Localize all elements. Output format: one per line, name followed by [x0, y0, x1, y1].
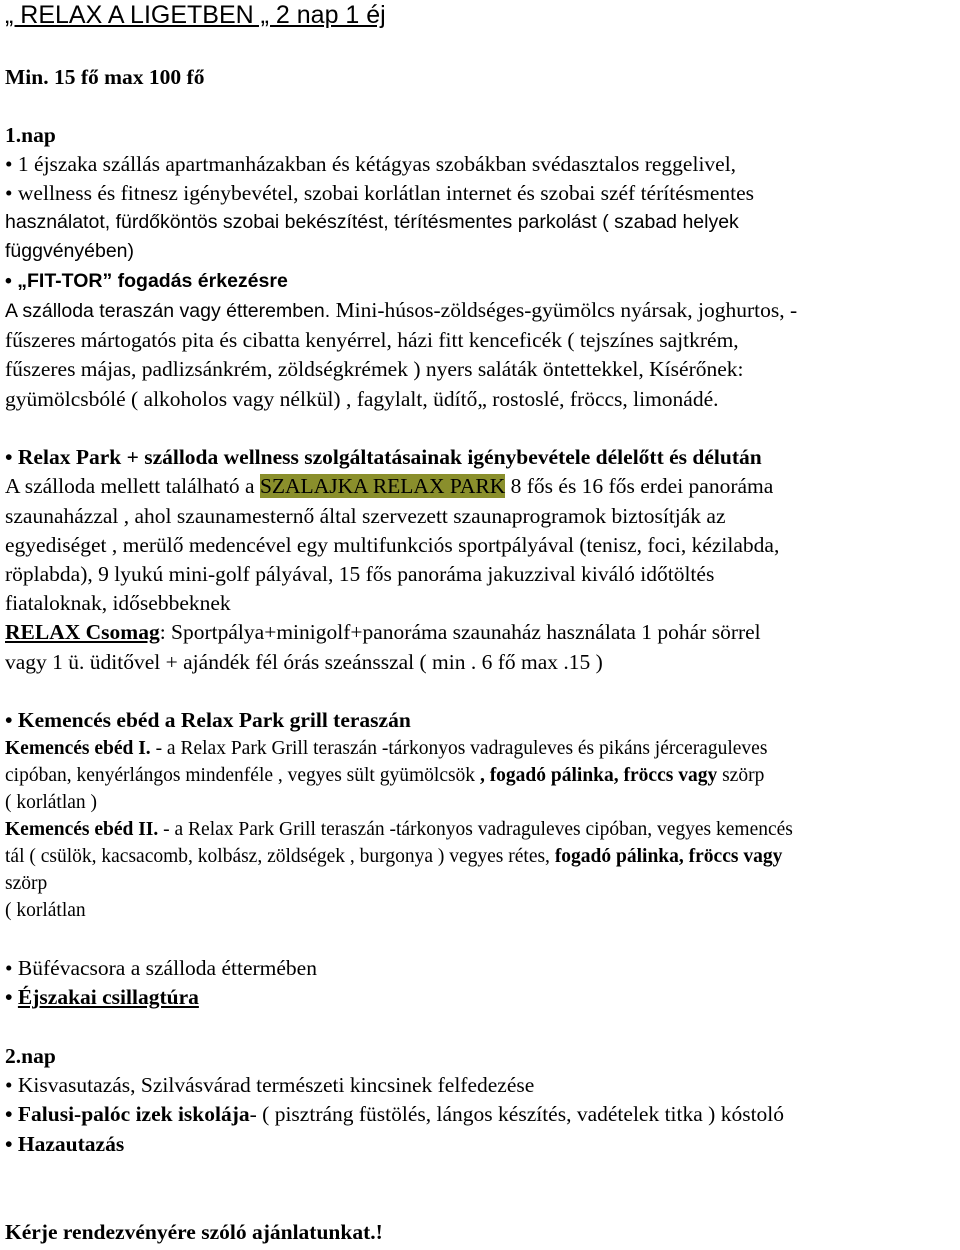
relax-line [5, 473, 773, 499]
kemences-2-label: Kemencés ebéd II. [5, 819, 159, 840]
kemences-1-line [5, 763, 764, 789]
relax-sauna-text: 8 fős és 16 fős erdei panoráma [505, 474, 774, 498]
fittor-menu-start: Mini-húsos-zöldséges-gyümölcs nyársak, joghurtos, - [330, 298, 798, 322]
kemences-2-menu: tál ( csülök, kacsacomb, kolbász, zöldségek , burgonya ) vegyes rétes, [5, 846, 555, 867]
day1-line: függvényében) [5, 240, 135, 262]
day2-item [5, 1101, 784, 1127]
kemences-1-syrup: szörp [717, 765, 765, 786]
relax-park-highlight: SZALAJKA RELAX PARK [259, 474, 506, 498]
kemences-1-line [5, 736, 767, 762]
kemences-2-line: ( korlátlan [5, 900, 86, 921]
day1-line: • wellness és fitnesz igénybevétel, szobai korlátlan internet és szobai széf térítésmentes [5, 181, 755, 205]
relax-heading: • Relax Park + szálloda wellness szolgáltatásainak igénybevétele délelőtt és délután [5, 445, 762, 469]
kemences-2-line: szörp [5, 873, 48, 894]
relax-line: egyediséget , merülő medencével egy multifunkciós sportpályával (tenisz, foci, kézilabda, [5, 533, 780, 557]
day2-item: • Kisvasutazás, Szilvásvárad természeti kincsinek felfedezése [5, 1073, 535, 1097]
page-title: „ RELAX A LIGETBEN „ 2 nap 1 éj [5, 1, 386, 29]
kemences-2-line [5, 817, 793, 843]
group-size: Min. 15 fő max 100 fő [5, 65, 205, 89]
relax-package-line: vagy 1 ü. üditővel + ajándék fél órás szeánsszal ( min . 6 fő max .15 ) [5, 650, 603, 674]
kemences-1-drinks: , fogadó pálinka, fröccs vagy [479, 765, 718, 786]
fittor-line: fűszeres májas, padlizsánkrém, zöldségkrémek ) nyers saláták öntettekkel, Kísérőnek: [5, 357, 744, 381]
evening-item: • Büfévacsora a szálloda éttermében [5, 956, 317, 980]
day1-heading: 1.nap [5, 123, 56, 147]
kemences-1-text: - a Relax Park Grill teraszán -tárkonyos vadraguleves és pikáns jérceraguleves [150, 738, 768, 759]
relax-line: szaunaházzal , ahol szaunamesternő által szervezett szaunaprogramok biztosítják az [5, 504, 726, 528]
day2-school: • Falusi-palóc izek iskolája [5, 1102, 250, 1126]
day1-line: használatot, fürdőköntös szobai bekészítést, térítésmentes parkolást ( szabad helyek [5, 211, 739, 233]
kemences-2-line [5, 844, 782, 870]
evening-bullet: • [5, 985, 18, 1009]
evening-item [5, 984, 199, 1010]
fittor-line: gyümölcsbólé ( alkoholos vagy nélkül) , fagylalt, üdítő„ rostoslé, fröccs, limonádé. [5, 387, 719, 411]
kemences-2-drinks: fogadó pálinka, fröccs vagy [554, 846, 783, 867]
day2-school-details: - ( pisztráng füstölés, lángos készítés, vadételek titka ) kóstoló [249, 1102, 785, 1126]
evening-star-tour: Éjszakai csillagtúra [17, 985, 199, 1009]
kemences-2-text: - a Relax Park Grill teraszán -tárkonyos vadraguleves cipóban, vegyes kemencés [158, 819, 793, 840]
relax-line: fiataloknak, idősebbeknek [5, 591, 231, 615]
relax-intro: A szálloda mellett található a [5, 474, 260, 498]
fittor-intro: A szálloda teraszán vagy étteremben. [5, 300, 331, 322]
fittor-heading: • „FIT-TOR” fogadás érkezésre [5, 270, 288, 292]
relax-package-label: RELAX Csomag [5, 620, 160, 644]
kemences-1-menu: cipóban, kenyérlángos mindenféle , vegyes sült gyümölcsök [5, 765, 480, 786]
day2-item: • Hazautazás [5, 1132, 125, 1156]
kemences-1-line: ( korlátlan ) [5, 792, 98, 813]
relax-package-text: : Sportpálya+minigolf+panoráma szaunaház használata 1 pohár sörrel [159, 620, 761, 644]
footer-note: Kérje rendezvényére szóló ajánlatunkat.! [5, 1220, 383, 1244]
relax-package-line [5, 619, 761, 645]
kemences-heading: • Kemencés ebéd a Relax Park grill teraszán [5, 708, 411, 732]
day1-line: • 1 éjszaka szállás apartmanházakban és kétágyas szobákban svédasztalos reggelivel, [5, 152, 737, 176]
fittor-line [5, 297, 797, 324]
kemences-1-label: Kemencés ebéd I. [5, 738, 151, 759]
fittor-line: fűszeres mártogatós pita és cibatta kenyérrel, házi fitt kenceficék ( tejszínes sajtkrém, [5, 328, 739, 352]
day2-heading: 2.nap [5, 1044, 56, 1068]
relax-line: röplabda), 9 lyukú mini-golf pályával, 15 fős panoráma jakuzzival kiváló időtöltés [5, 562, 715, 586]
